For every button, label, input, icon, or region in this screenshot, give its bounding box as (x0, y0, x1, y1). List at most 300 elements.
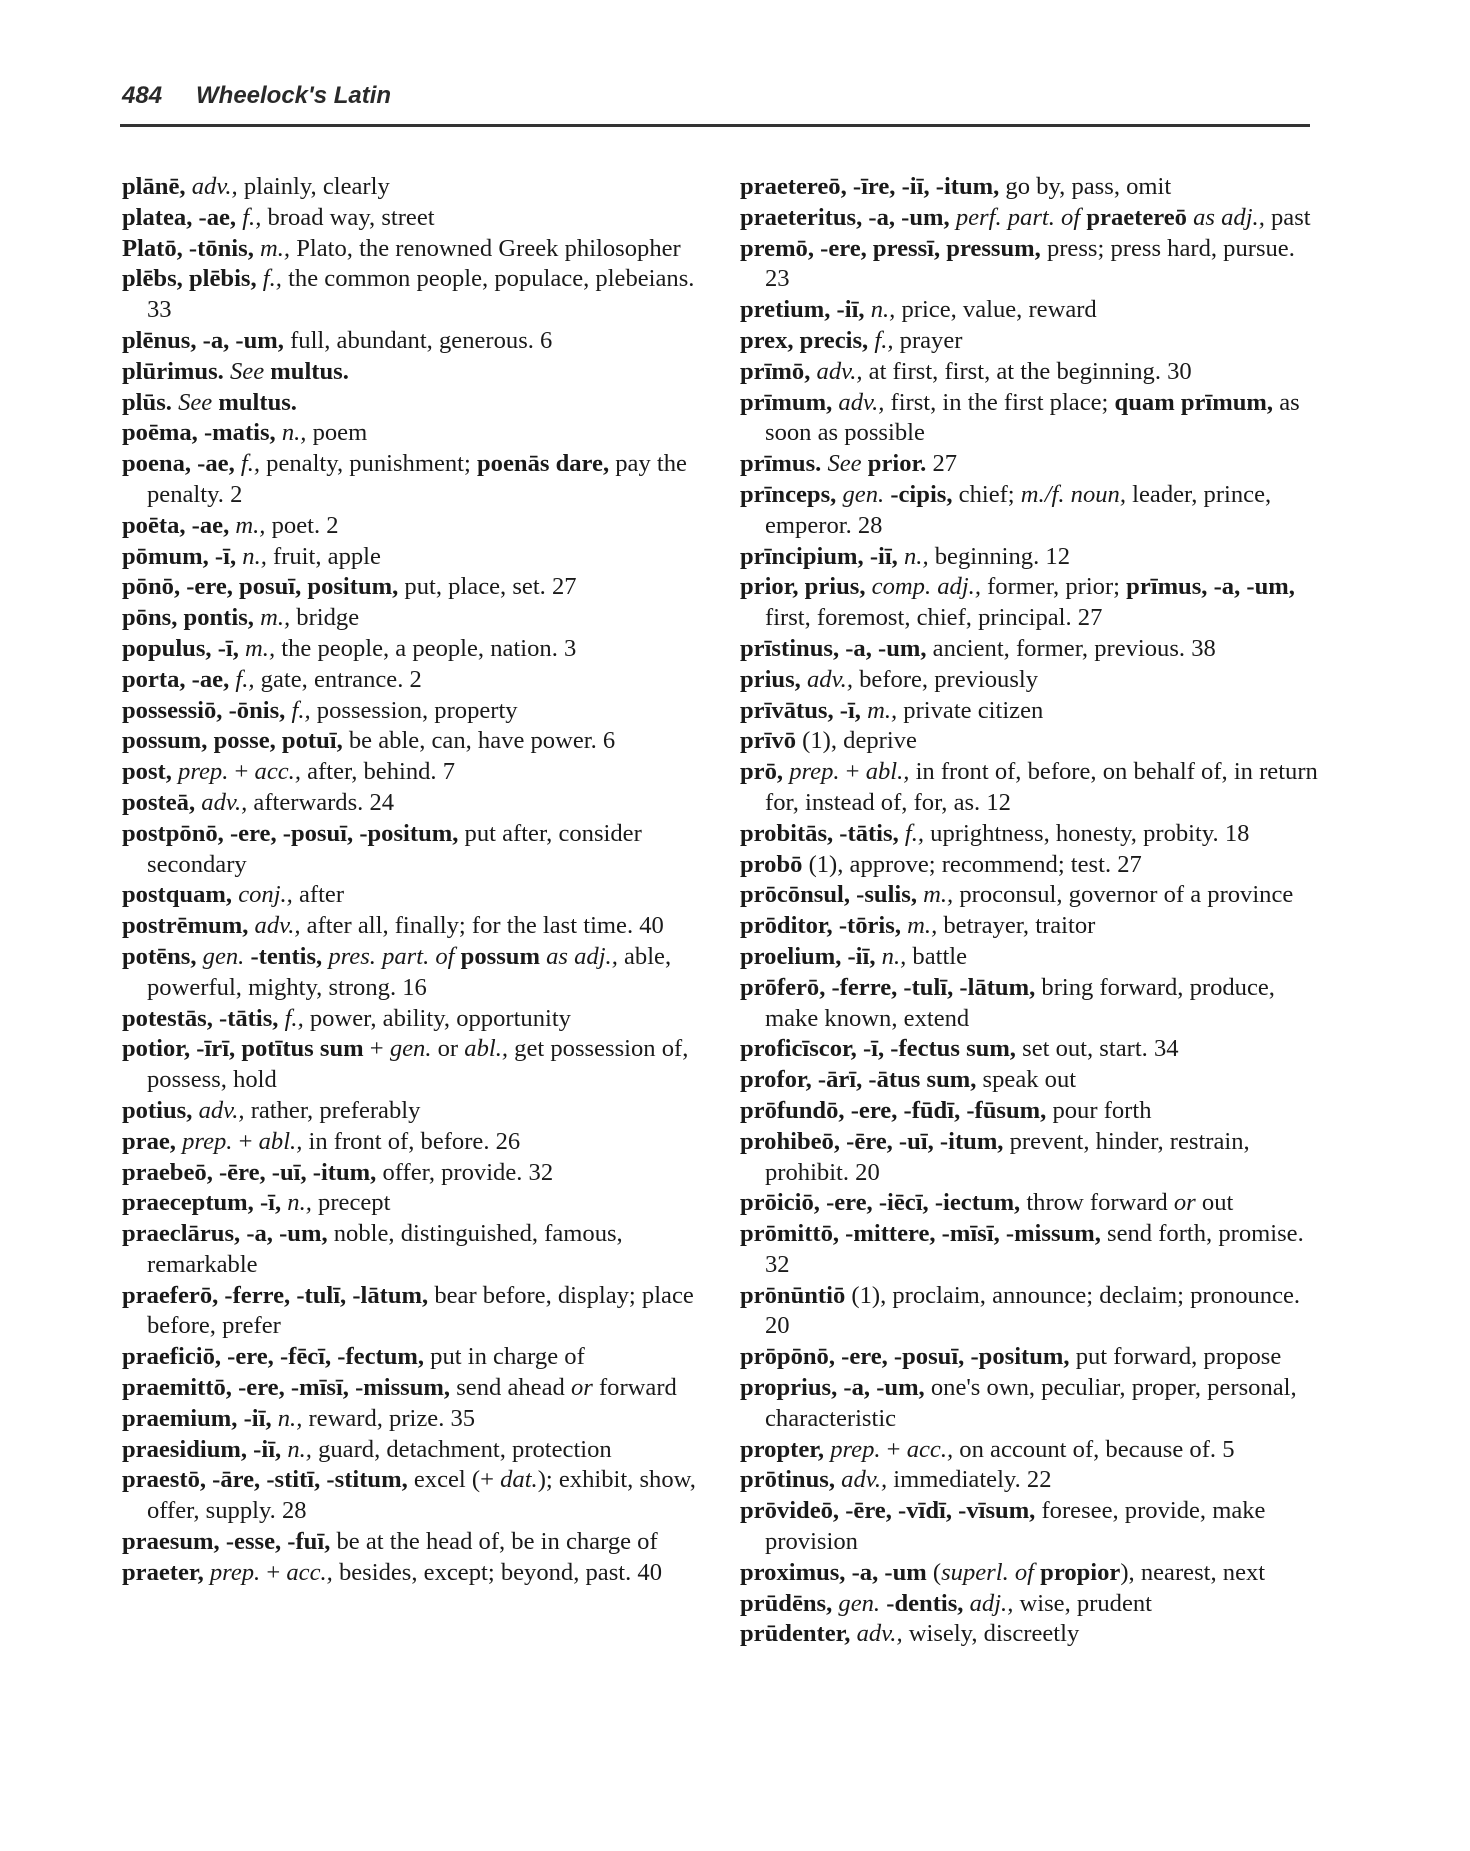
dictionary-entry (740, 665, 1322, 696)
entry-headword: potior, -īrī, potītus sum (122, 1035, 364, 1063)
entry-grammar-note: n., (870, 296, 896, 324)
entry-headword: -dentis, (886, 1589, 964, 1617)
entry-definition: (1), proclaim, announce; declaim; pronounce. 20 (765, 1281, 1301, 1340)
entry-grammar-note: or (570, 1374, 593, 1402)
entry-grammar-note: adv., (841, 1466, 888, 1494)
dictionary-entry (740, 388, 1322, 450)
dictionary-entry (740, 819, 1322, 850)
entry-definition: ( (926, 1558, 942, 1586)
dictionary-entry (122, 1342, 702, 1373)
entry-headword: proelium, -iī, (740, 942, 876, 970)
entry-definition: rather, preferably (244, 1096, 421, 1124)
entry-grammar-note: n., (287, 1435, 312, 1463)
right-column (740, 172, 1322, 1650)
entry-grammar-note: See (178, 388, 213, 416)
entry-headword: possum (460, 942, 540, 970)
entry-headword: praeceptum, -ī, (122, 1189, 282, 1217)
entry-headword: praetereō, -īre, -iī, -itum, (740, 173, 1000, 200)
dictionary-entry (122, 418, 702, 449)
dictionary-entry (122, 172, 702, 203)
entry-definition: + (880, 1435, 907, 1463)
entry-definition: pay the penalty. 2 (147, 450, 687, 508)
entry-headword: prōvideō, -ēre, -vīdī, -vīsum, (740, 1497, 1036, 1525)
entry-definition: first, foremost, chief, principal. 27 (765, 604, 1103, 632)
entry-definition: send ahead (450, 1374, 571, 1402)
dictionary-entry (122, 542, 702, 573)
dictionary-entry (740, 1219, 1322, 1281)
dictionary-entry (740, 880, 1322, 911)
entry-headword: proprius, -a, -um, (740, 1374, 925, 1402)
entry-grammar-note: gen. (389, 1035, 432, 1063)
entry-headword: prīvātus, -ī, (740, 696, 861, 724)
entry-definition: penalty, punishment; (260, 450, 477, 478)
entry-headword: praemium, -iī, (122, 1404, 272, 1432)
page-number: 484 (122, 82, 163, 109)
entry-headword: praeter, (122, 1558, 204, 1586)
entry-grammar-note: f., (242, 203, 262, 231)
dictionary-entry (740, 696, 1322, 727)
dictionary-entry (740, 1496, 1322, 1558)
entry-definition: full, abundant, generous. 6 (283, 326, 553, 354)
entry-definition: wise, prudent (1013, 1589, 1153, 1617)
entry-definition: prayer (893, 326, 963, 354)
entry-definition: on account of, because of. 5 (953, 1435, 1235, 1463)
entry-headword: postpōnō, -ere, -posuī, -positum, (122, 819, 459, 847)
dictionary-entry (122, 788, 702, 819)
entry-grammar-note: adj., (969, 1589, 1014, 1617)
running-header (122, 82, 1310, 116)
entry-grammar-note: adv., (856, 1620, 903, 1648)
entry-grammar-note: n., (904, 542, 929, 570)
entry-definition: put, place, set. 27 (398, 573, 577, 601)
entry-headword: pōnō, -ere, posuī, positum, (122, 573, 399, 601)
entry-headword: praeclārus, -a, -um, (122, 1220, 328, 1248)
entry-headword: -tentis, (250, 942, 323, 970)
dictionary-entry (122, 264, 702, 326)
entry-grammar-note: gen. (842, 480, 885, 508)
entry-grammar-note: prep. (830, 1435, 881, 1463)
entry-definition: immediately. 22 (887, 1466, 1052, 1494)
entry-definition: go by, pass, omit (999, 173, 1172, 200)
entry-grammar-note: f., (904, 819, 925, 847)
entry-definition: after (292, 881, 345, 909)
dictionary-entry (122, 326, 702, 357)
dictionary-entry (740, 480, 1322, 542)
entry-headword: praeficiō, -ere, -fēcī, -fectum, (122, 1343, 425, 1371)
entry-definition: offer, provide. 32 (376, 1158, 554, 1186)
entry-definition: after all, finally; for the last time. 40 (300, 912, 664, 940)
dictionary-entry (122, 357, 702, 388)
entry-headword: plūs. (122, 388, 172, 416)
entry-grammar-note: m., (260, 604, 291, 632)
entry-grammar-note: m., (235, 511, 266, 539)
entry-headword: prō, (740, 758, 784, 786)
entry-definition: first, in the first place; (884, 388, 1115, 416)
entry-headword: prōiciō, -ere, -iēcī, -iectum, (740, 1189, 1021, 1217)
entry-headword: poenās dare, (477, 450, 610, 478)
dictionary-entry (740, 942, 1322, 973)
dictionary-entry (122, 1127, 702, 1158)
entry-headword: prior. (867, 450, 927, 478)
dictionary-entry (122, 572, 702, 603)
entry-grammar-note: m., (907, 912, 938, 940)
entry-grammar-note: prep. (209, 1558, 261, 1586)
dictionary-entry (122, 1096, 702, 1127)
entry-headword: prīmō, (740, 357, 811, 385)
dictionary-entry (740, 1065, 1322, 1096)
entry-definition: one's own, peculiar, proper, personal, characteristic (765, 1374, 1297, 1432)
left-column (122, 172, 702, 1589)
entry-headword: prōpōnō, -ere, -posuī, -positum, (740, 1343, 1070, 1371)
dictionary-entry (740, 234, 1322, 296)
dictionary-entry (740, 542, 1322, 573)
entry-definition: ancient, former, previous. 38 (926, 634, 1216, 662)
entry-headword: praemittō, -ere, -mīsī, -missum, (122, 1374, 451, 1402)
entry-definition: noble, distinguished, famous, remarkable (147, 1220, 623, 1278)
entry-headword: praebeō, -ēre, -uī, -itum, (122, 1158, 377, 1186)
entry-grammar-note: See (827, 450, 862, 478)
entry-definition: + (260, 1558, 287, 1586)
dictionary-entry (122, 726, 702, 757)
entry-definition: as soon as possible (765, 388, 1300, 447)
entry-definition: speak out (976, 1066, 1077, 1094)
entry-headword: praesidium, -iī, (122, 1435, 282, 1463)
entry-headword: praestō, -āre, -stitī, -stitum, (122, 1466, 408, 1494)
dictionary-entry (122, 1004, 702, 1035)
entry-headword: prīmus, -a, -um, (1126, 573, 1295, 601)
entry-headword: proficīscor, -ī, -fectus sum, (740, 1035, 1016, 1063)
entry-headword: probō (740, 850, 803, 878)
dictionary-entry (122, 757, 702, 788)
entry-grammar-note: m., (867, 696, 898, 724)
entry-grammar-note: abl., (865, 758, 910, 786)
dictionary-entry (740, 326, 1322, 357)
entry-grammar-note: acc., (254, 758, 301, 786)
entry-headword: prīmum, (740, 388, 833, 416)
entry-definition: be at the head of, be in charge of (330, 1528, 658, 1556)
dictionary-entry (122, 1404, 702, 1435)
entry-grammar-note: adv., (806, 665, 853, 693)
entry-headword: prōcōnsul, -sulis, (740, 881, 917, 909)
entry-headword: prex, precis, (740, 326, 869, 354)
entry-definition: poem (306, 419, 368, 447)
entry-headword: Platō, -tōnis, (122, 234, 254, 262)
entry-definition: precept (311, 1189, 391, 1217)
entry-definition: beginning. 12 (928, 542, 1070, 570)
entry-headword: quam prīmum, (1114, 388, 1274, 416)
dictionary-entry (740, 1465, 1322, 1496)
entry-definition: power, ability, opportunity (303, 1004, 571, 1032)
entry-grammar-note: n., (242, 542, 267, 570)
entry-definition: gate, entrance. 2 (254, 665, 422, 693)
dictionary-entry (740, 1589, 1322, 1620)
entry-definition: Plato, the renowned Greek philosopher (290, 234, 681, 262)
entry-headword: prohibeō, -ēre, -uī, -itum, (740, 1127, 1004, 1155)
entry-definition: after, behind. 7 (300, 758, 456, 786)
entry-definition: or (431, 1035, 465, 1063)
entry-headword: pōns, pontis, (122, 604, 254, 632)
entry-grammar-note: prep. (789, 758, 840, 786)
entry-definition: the people, a people, nation. 3 (275, 634, 577, 662)
entry-definition: ); exhibit, show, offer, supply. 28 (147, 1466, 696, 1525)
entry-definition: (1), deprive (796, 727, 917, 755)
entry-definition: broad way, street (261, 203, 435, 231)
entry-grammar-note: f., (874, 326, 894, 354)
entry-definition: chief; (952, 480, 1021, 508)
entry-grammar-note: adv., (816, 357, 863, 385)
entry-headword: plēnus, -a, -um, (122, 326, 284, 354)
entry-headword: proximus, -a, -um (740, 1558, 927, 1586)
entry-definition: + (232, 1127, 259, 1155)
entry-grammar-note: n., (281, 419, 307, 447)
entry-headword: plūrimus. (122, 357, 224, 385)
entry-grammar-note: as adj., (546, 942, 618, 970)
dictionary-entry (740, 1034, 1322, 1065)
entry-headword: poena, -ae, (122, 450, 235, 478)
entry-headword: praeteritus, -a, -um, (740, 203, 950, 231)
entry-headword: postquam, (122, 881, 233, 909)
entry-grammar-note: abl., (464, 1035, 509, 1063)
entry-headword: prōmittō, -mittere, -mīsī, -missum, (740, 1220, 1101, 1248)
dictionary-entry (122, 880, 702, 911)
dictionary-entry (122, 1188, 702, 1219)
entry-definition: excel (+ (407, 1466, 501, 1494)
dictionary-entry (122, 511, 702, 542)
entry-definition: out (1195, 1189, 1234, 1217)
entry-grammar-note: gen. (838, 1589, 881, 1617)
entry-grammar-note: comp. adj., (871, 573, 981, 601)
entry-grammar-note: m., (260, 234, 291, 262)
entry-headword: posteā, (122, 788, 196, 816)
entry-headword: post, (122, 758, 172, 786)
entry-definition: reward, prize. 35 (302, 1404, 476, 1432)
dictionary-entry (740, 1342, 1322, 1373)
entry-definition: guard, detachment, protection (311, 1435, 612, 1463)
dictionary-entry (740, 203, 1322, 234)
entry-headword: plēbs, plēbis, (122, 265, 257, 293)
entry-grammar-note: or (1173, 1189, 1196, 1217)
entry-definition: 27 (926, 450, 958, 478)
dictionary-entry (740, 1096, 1322, 1127)
dictionary-entry (740, 449, 1322, 480)
entry-headword: premō, -ere, pressī, pressum, (740, 234, 1041, 262)
entry-definition: put forward, propose (1069, 1343, 1282, 1371)
entry-grammar-note: conj., (238, 881, 293, 909)
entry-grammar-note: acc., (906, 1435, 954, 1463)
entry-grammar-note: m., (923, 881, 954, 909)
entry-definition: (1), approve; recommend; test. 27 (802, 850, 1142, 878)
entry-grammar-note: See (229, 357, 265, 385)
dictionary-entry (740, 1558, 1322, 1589)
entry-headword: prīncipium, -iī, (740, 542, 898, 570)
dictionary-entry (740, 572, 1322, 634)
entry-definition: former, prior; (980, 573, 1127, 601)
entry-headword: prīnceps, (740, 480, 837, 508)
dictionary-entry (122, 1034, 702, 1096)
entry-definition: fruit, apple (266, 542, 381, 570)
dictionary-entry (740, 1188, 1322, 1219)
entry-grammar-note: n., (287, 1189, 312, 1217)
entry-grammar-note: n., (277, 1404, 303, 1432)
entry-definition: put in charge of (424, 1343, 585, 1371)
dictionary-entry (122, 603, 702, 634)
dictionary-entry (122, 1373, 702, 1404)
entry-grammar-note: f., (291, 696, 311, 724)
entry-headword: prius, (740, 665, 801, 693)
entry-grammar-note: superl. of (941, 1558, 1035, 1586)
entry-grammar-note: abl., (258, 1127, 303, 1155)
entry-definition: poet. 2 (265, 511, 339, 539)
entry-definition: in front of, before. 26 (302, 1127, 521, 1155)
entry-headword: prōfundō, -ere, -fūdī, -fūsum, (740, 1096, 1047, 1124)
entry-definition: bridge (290, 604, 360, 632)
entry-definition: ), nearest, next (1120, 1558, 1266, 1586)
entry-grammar-note: adv., (201, 788, 248, 816)
entry-headword: prōferō, -ferre, -tulī, -lātum, (740, 973, 1036, 1001)
entry-headword: -cipis, (890, 480, 953, 508)
entry-definition: + (363, 1035, 390, 1063)
entry-headword: prōtinus, (740, 1466, 835, 1494)
entry-headword: possum, posse, potuī, (122, 727, 343, 755)
dictionary-entry (122, 819, 702, 881)
entry-definition: battle (906, 942, 968, 970)
header-rule (120, 124, 1310, 127)
entry-grammar-note: m./f. noun, (1020, 480, 1127, 508)
entry-headword: praesum, -esse, -fuī, (122, 1528, 331, 1556)
entry-grammar-note: prep. (182, 1127, 233, 1155)
dictionary-entry (122, 1558, 702, 1589)
dictionary-entry (740, 1127, 1322, 1189)
entry-headword: postrēmum, (122, 912, 249, 940)
entry-headword: potius, (122, 1096, 193, 1124)
entry-grammar-note: f., (284, 1004, 304, 1032)
dictionary-entry (740, 1435, 1322, 1466)
entry-grammar-note: dat. (500, 1466, 538, 1494)
entry-headword: profor, -ārī, -ātus sum, (740, 1066, 977, 1094)
entry-grammar-note: m., (245, 634, 276, 662)
entry-definition: the common people, populace, plebeians. 33 (147, 265, 695, 324)
dictionary-entry (122, 1527, 702, 1558)
book-title: Wheelock's Latin (196, 82, 392, 109)
entry-headword: praetereō (1086, 203, 1187, 231)
entry-headword: platea, -ae, (122, 203, 237, 231)
dictionary-entry (122, 1281, 702, 1343)
dictionary-entry (122, 234, 702, 265)
dictionary-entry (122, 1465, 702, 1527)
entry-headword: potēns, (122, 942, 197, 970)
entry-definition: be able, can, have power. 6 (342, 727, 616, 755)
dictionary-entry (740, 1619, 1322, 1650)
entry-headword: possessiō, -ōnis, (122, 696, 286, 724)
entry-grammar-note: adv., (838, 388, 885, 416)
entry-headword: prōnūntiō (740, 1281, 846, 1309)
entry-headword: pōmum, -ī, (122, 542, 237, 570)
entry-definition: price, value, reward (895, 296, 1097, 324)
entry-grammar-note: pres. part. of (328, 942, 455, 970)
entry-grammar-note: perf. part. of (955, 203, 1081, 231)
entry-definition: past (1264, 203, 1311, 231)
entry-headword: prūdēns, (740, 1589, 833, 1617)
entry-headword: prae, (122, 1127, 176, 1155)
dictionary-entry (740, 726, 1322, 757)
entry-definition: private citizen (897, 696, 1044, 724)
dictionary-entry (122, 449, 702, 511)
dictionary-entry (740, 634, 1322, 665)
dictionary-entry (122, 388, 702, 419)
entry-definition: send forth, promise. 32 (765, 1220, 1304, 1278)
entry-definition: + (839, 758, 866, 786)
entry-grammar-note: adv., (198, 1096, 245, 1124)
entry-definition: forward (592, 1374, 677, 1402)
entry-headword: prīvō (740, 727, 797, 755)
entry-headword: prōditor, -tōris, (740, 912, 901, 940)
entry-grammar-note: adv., (191, 173, 238, 200)
dictionary-entry (740, 757, 1322, 819)
dictionary-entry (740, 1373, 1322, 1435)
entry-headword: prūdenter, (740, 1620, 851, 1648)
entry-headword: prīstinus, -a, -um, (740, 634, 927, 662)
dictionary-entry (122, 696, 702, 727)
entry-headword: propior (1040, 1558, 1121, 1586)
entry-grammar-note: as adj., (1193, 203, 1265, 231)
entry-definition: foresee, provide, make provision (765, 1497, 1266, 1556)
entry-definition: get possession of, possess, hold (147, 1035, 689, 1094)
entry-grammar-note: f., (240, 450, 261, 478)
entry-headword: pretium, -iī, (740, 296, 865, 324)
entry-definition: put after, consider secondary (147, 819, 642, 878)
entry-definition: uprightness, honesty, probity. 18 (924, 819, 1250, 847)
dictionary-entry (740, 973, 1322, 1035)
entry-definition: able, powerful, mighty, strong. 16 (147, 942, 672, 1001)
entry-grammar-note: f., (262, 265, 282, 293)
dictionary-entry (122, 942, 702, 1004)
entry-definition: wisely, discreetly (902, 1620, 1080, 1648)
entry-headword: multus. (270, 357, 349, 385)
entry-definition: bear before, display; place before, prefer (147, 1281, 694, 1340)
entry-definition: proconsul, governor of a province (953, 881, 1294, 909)
entry-grammar-note: adv., (254, 912, 301, 940)
entry-definition: plainly, clearly (237, 173, 390, 200)
entry-grammar-note: f., (235, 665, 255, 693)
dictionary-entry (740, 1281, 1322, 1343)
entry-headword: populus, -ī, (122, 634, 239, 662)
dictionary-entry (122, 911, 702, 942)
entry-definition: in front of, before, on behalf of, in return for, instead of, for, as. 12 (765, 758, 1318, 816)
dictionary-entry (740, 172, 1322, 203)
entry-headword: prior, prius, (740, 573, 866, 601)
entry-definition: set out, start. 34 (1015, 1035, 1179, 1063)
entry-definition: besides, except; beyond, past. 40 (332, 1558, 663, 1586)
dictionary-entry (122, 665, 702, 696)
entry-grammar-note: acc., (286, 1558, 333, 1586)
entry-headword: propter, (740, 1435, 825, 1463)
entry-headword: probitās, -tātis, (740, 819, 899, 847)
entry-headword: plānē, (122, 173, 186, 200)
dictionary-entry (122, 1435, 702, 1466)
entry-grammar-note: n., (881, 942, 907, 970)
dictionary-entry (740, 850, 1322, 881)
entry-definition: bring forward, produce, make known, extend (765, 973, 1275, 1032)
dictionary-entry (122, 203, 702, 234)
entry-headword: praeferō, -ferre, -tulī, -lātum, (122, 1281, 429, 1309)
dictionary-entry (122, 1158, 702, 1189)
dictionary-entry (740, 357, 1322, 388)
entry-definition: + (228, 758, 255, 786)
dictionary-entry (122, 634, 702, 665)
entry-definition: press; press hard, pursue. 23 (765, 234, 1295, 293)
entry-headword: poēta, -ae, (122, 511, 230, 539)
entry-headword: poēma, -matis, (122, 419, 276, 447)
